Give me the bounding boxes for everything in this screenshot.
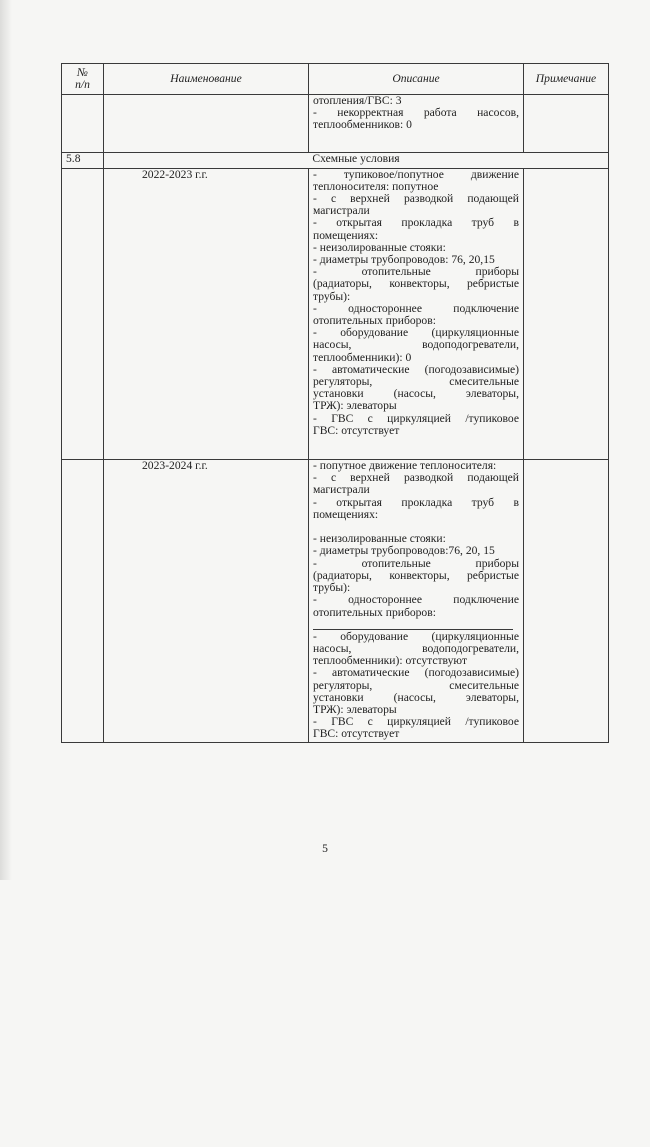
desc-line: - с верхней разводкой подающей <box>313 192 519 206</box>
desc-line: - неизолированные стояки: <box>313 240 446 254</box>
row-num <box>62 460 104 742</box>
desc-line: - автоматические (погодозависимые) <box>313 666 519 680</box>
row-note <box>524 460 609 742</box>
header-num-text: № п/п <box>75 65 90 91</box>
desc-line: - тупиковое/попутное движение <box>313 167 519 181</box>
desc-line: насосы, водоподогреватели, <box>313 641 519 655</box>
table-row <box>62 460 609 742</box>
row-period: 2023-2024 г.г. <box>104 460 309 742</box>
schema-conditions-table <box>61 63 609 743</box>
desc-line: - оборудование (циркуляционные <box>313 629 519 643</box>
continuation-line: - некорректная работа насосов, <box>313 106 519 120</box>
desc-line: - диаметры трубопроводов: 76, 20,15 <box>313 253 495 267</box>
table-row <box>62 168 609 459</box>
desc-line: установки (насосы, элеваторы, <box>313 690 519 704</box>
header-num <box>62 64 104 95</box>
desc-line: - с верхней разводкой подающей <box>313 471 519 485</box>
desc-line: - попутное движение теплоносителя: <box>313 459 497 473</box>
desc-line: теплоносителя: попутное <box>313 179 439 193</box>
desc-line: регуляторы, смесительные <box>313 375 519 389</box>
row-num <box>62 168 104 459</box>
header-note: Примечание <box>524 64 609 95</box>
continuation-note <box>524 95 609 153</box>
desc-line: помещениях: <box>313 507 379 521</box>
desc-line: регуляторы, смесительные <box>313 678 519 692</box>
desc-line: (радиаторы, конвекторы, ребристые <box>313 277 519 291</box>
desc-line: - одностороннее подключение <box>313 593 519 607</box>
desc-line: теплообменники): 0 <box>313 350 412 364</box>
desc-line: - отопительные приборы <box>313 265 519 279</box>
desc-line: - отопительные приборы <box>313 556 519 570</box>
desc-line: магистрали <box>313 204 370 218</box>
desc-line: - диаметры трубопроводов:76, 20, 15 <box>313 544 495 558</box>
page-number: 5 <box>322 842 328 855</box>
desc-line: магистрали <box>313 483 370 497</box>
desc-line: - ГВС с циркуляцией /тупиковое <box>313 411 519 425</box>
desc-line: установки (насосы, элеваторы, <box>313 387 519 401</box>
row-desc <box>309 460 524 742</box>
desc-line: насосы, водоподогреватели, <box>313 338 519 352</box>
row-period: 2022-2023 г.г. <box>104 168 309 459</box>
desc-line: - ГВС с циркуляцией /тупиковое <box>313 715 519 729</box>
continuation-desc <box>309 95 524 153</box>
table-header-row <box>62 64 609 95</box>
desc-line: - оборудование (циркуляционные <box>313 326 519 340</box>
desc-line: трубы): <box>313 289 351 303</box>
section-row <box>62 152 609 168</box>
section-title: Схемные условия <box>104 152 609 168</box>
desc-line: отопительных приборов: <box>313 605 436 619</box>
continuation-name <box>104 95 309 153</box>
header-name: Наименование <box>104 64 309 95</box>
desc-line: - открытая прокладка труб в <box>313 216 519 230</box>
continuation-row <box>62 95 609 153</box>
desc-line: ТРЖ): элеваторы <box>313 399 397 413</box>
desc-line: ГВС: отсутствует <box>313 423 400 437</box>
row-desc <box>309 168 524 459</box>
continuation-num <box>62 95 104 153</box>
desc-line: - одностороннее подключение <box>313 301 519 315</box>
desc-line: трубы): <box>313 581 351 595</box>
desc-line <box>313 619 513 630</box>
desc-line: - автоматические (погодозависимые) <box>313 362 519 376</box>
desc-line: - открытая прокладка труб в <box>313 495 519 509</box>
row-note <box>524 168 609 459</box>
desc-line: отопительных приборов: <box>313 314 436 328</box>
desc-line: (радиаторы, конвекторы, ребристые <box>313 568 519 582</box>
desc-line: ГВС: отсутствует <box>313 727 400 741</box>
section-num: 5.8 <box>62 152 104 168</box>
scan-edge-shadow <box>0 0 12 880</box>
continuation-line: теплообменников: 0 <box>313 118 412 132</box>
desc-line: помещениях: <box>313 228 379 242</box>
desc-line: теплообменники): отсутствуют <box>313 654 468 668</box>
desc-line: - неизолированные стояки: <box>313 532 446 546</box>
header-desc: Описание <box>309 64 524 95</box>
desc-line: ТРЖ): элеваторы <box>313 702 397 716</box>
continuation-line: отопления/ГВС: 3 <box>313 94 402 107</box>
